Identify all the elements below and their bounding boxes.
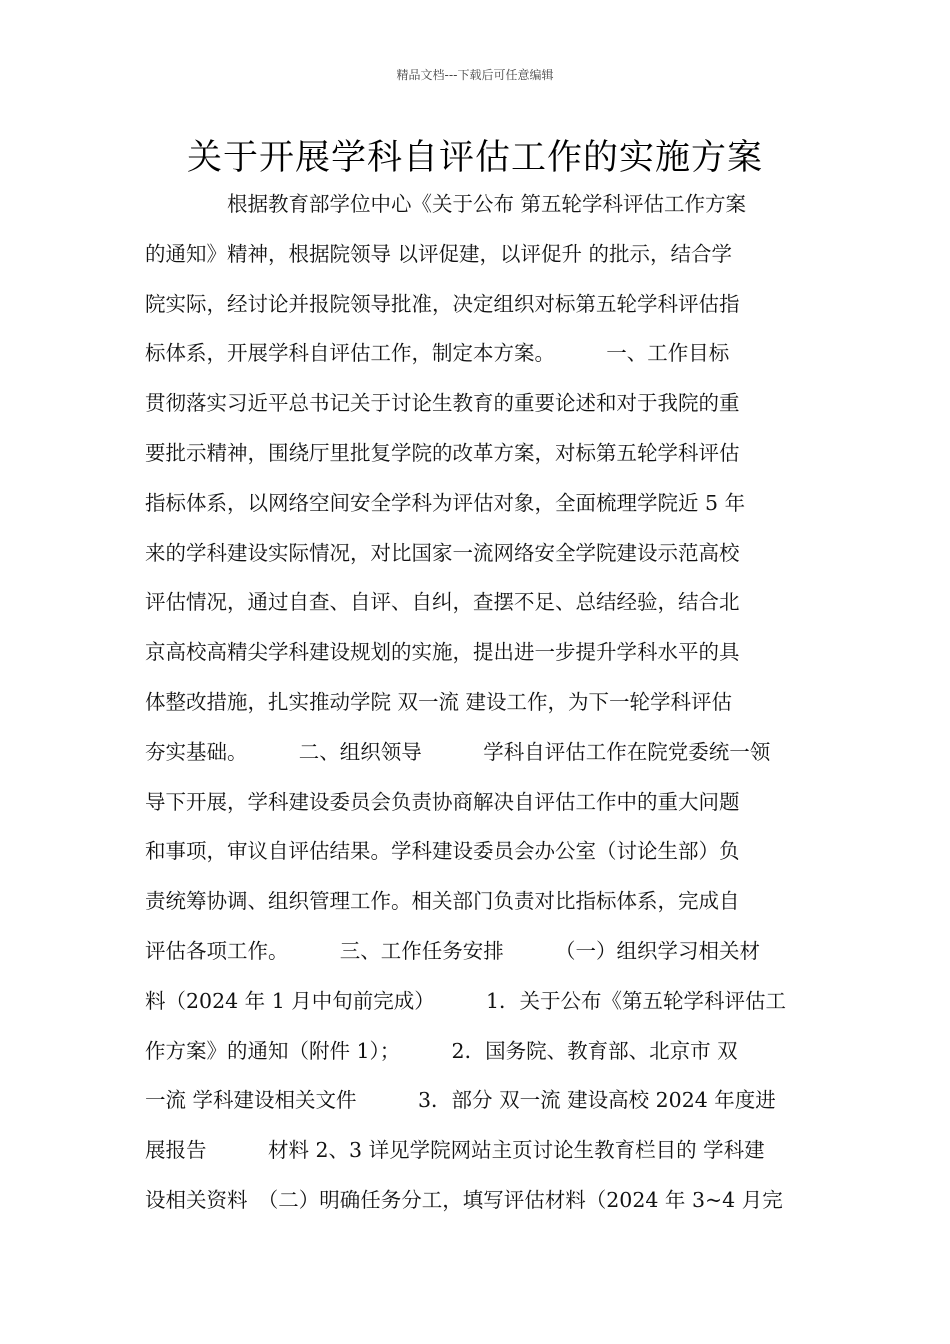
body-line: 体整改措施，扎实推动学院 双一流 建设工作，为下一轮学科评估	[145, 689, 733, 714]
body-line: 院实际，经讨论并报院领导批准，决定组织对标第五轮学科评估指	[145, 291, 740, 316]
document-title: 关于开展学科自评估工作的实施方案	[186, 138, 763, 178]
body-line: 责统筹协调、组织管理工作。相关部门负责对比指标体系，完成自	[145, 889, 740, 914]
body-line: 一流 学科建设相关文件 3．部分 双一流 建设高校 2024 年度进	[145, 1088, 776, 1113]
body-line: 来的学科建设实际情况，对比国家一流网络安全学院建设示范高校	[145, 540, 740, 565]
body-line: 京高校高精尖学科建设规划的实施，提出进一步提升学科水平的具	[145, 640, 740, 665]
body-line: 导下开展，学科建设委员会负责协商解决自评估工作中的重大问题	[145, 789, 740, 814]
body-line: 料（2024 年 1 月中旬前完成） 1．关于公布《第五轮学科评估工	[145, 988, 787, 1013]
body-line: 标体系，开展学科自评估工作，制定本方案。 一、工作目标	[145, 341, 730, 366]
document-body	[145, 180, 810, 1226]
body-line: 要批示精神，围绕厅里批复学院的改革方案，对标第五轮学科评估	[145, 440, 740, 465]
body-line: 评估各项工作。 三、工作任务安排 （一）组织学习相关材	[145, 938, 760, 963]
body-line: 指标体系，以网络空间安全学科为评估对象，全面梳理学院近 5 年	[145, 490, 746, 515]
body-line: 夯实基础。 二、组织领导 学科自评估工作在院党委统一领	[145, 739, 771, 764]
body-line: 和事项，审议自评估结果。学科建设委员会办公室（讨论生部）负	[145, 839, 740, 864]
body-line: 评估情况，通过自查、自评、自纠，查摆不足、总结经验，结合北	[145, 590, 740, 615]
body-line: 贯彻落实习近平总书记关于讨论生教育的重要论述和对于我院的重	[145, 391, 740, 416]
body-line: 的通知》精神，根据院领导 以评促建，以评促升 的批示，结合学	[145, 241, 733, 266]
page-header: 精品文档---下载后可任意编辑	[396, 68, 554, 82]
body-line: 展报告 材料 2、3 详见学院网站主页讨论生教育栏目的 学科建	[145, 1138, 765, 1163]
body-line: 作方案》的通知（附件 1）； 2．国务院、教育部、北京市 双	[145, 1038, 738, 1063]
body-line: 设相关资料 （二）明确任务分工，填写评估材料（2024 年 3~4 月完	[145, 1187, 783, 1212]
body-line: 根据教育部学位中心《关于公布 第五轮学科评估工作方案	[227, 192, 747, 216]
